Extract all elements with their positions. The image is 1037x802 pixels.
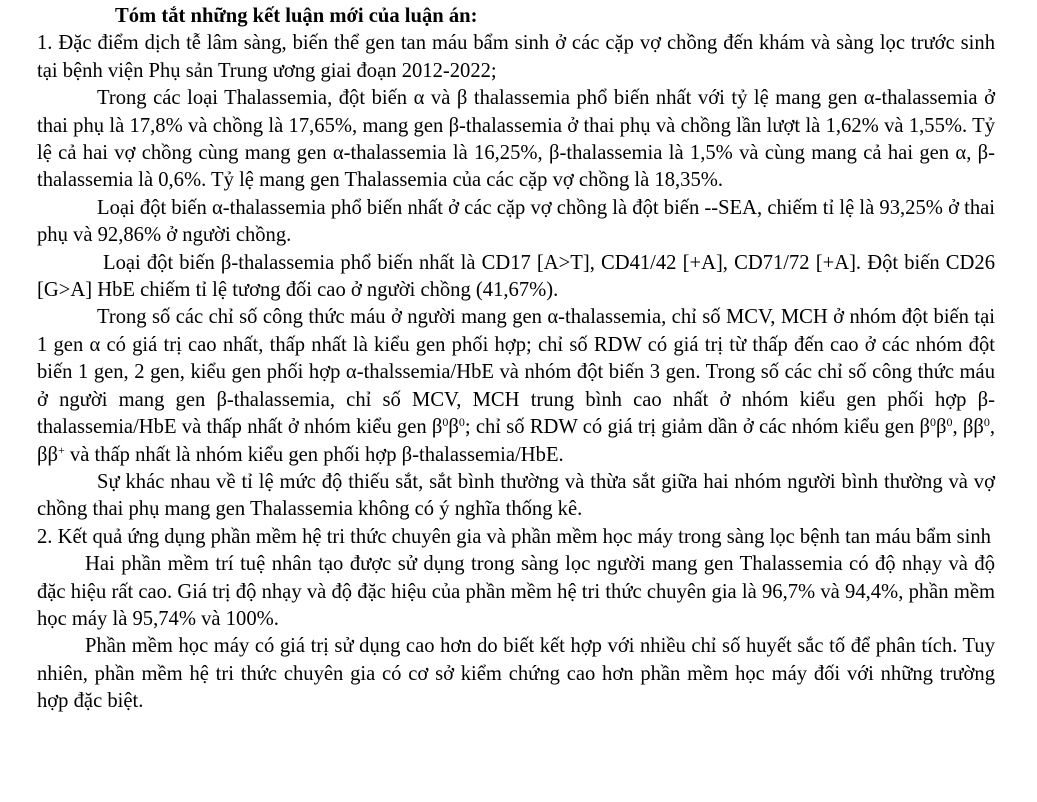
superscript: 0 bbox=[946, 415, 953, 430]
paragraph-alpha-mutation: Loại đột biến α-thalassemia phổ biến nhất ở các cặp vợ chồng là đột biến --SEA, chiếm tỉ lệ là 93,25% ở thai phụ và 92,86% ở người chồng. bbox=[37, 196, 995, 247]
blood-indices-text-a: Trong số các chỉ số công thức máu ở người mang gen α-thalassemia, chỉ số MCV, MCH ở nhóm đột biến tại 1 gen α có giá trị cao nhất, thấp nhất là kiểu gen phối hợp; chỉ số RDW có giá trị từ thấp đến cao ở các nhóm đột biến 1 gen, 2 gen, kiểu gen phối hợp α-thalssemia/HbE và nhóm đột biến 3 gen. Trong số các chỉ số công thức máu ở người mang gen β-thalassemia, chỉ số MCV, MCH trung bình cao nhất ở nhóm kiểu gen phối hợp β-thalassemia/HbE và thấp nhất ở nhóm kiểu gen β bbox=[37, 306, 995, 439]
superscript: 0 bbox=[929, 415, 936, 430]
blood-indices-text-g: và thấp nhất là nhóm kiểu gen phối hợp β-thalassemia/HbE. bbox=[64, 443, 564, 466]
superscript: 0 bbox=[458, 415, 465, 430]
paragraph-beta-mutation: Loại đột biến β-thalassemia phổ biến nhất là CD17 [A>T], CD41/42 [+A], CD71/72 [+A]. Đột biến CD26 [G>A] HbE chiếm tỉ lệ tương đối cao ở người chồng (41,67%). bbox=[37, 251, 995, 302]
blood-indices-text-f: , ββ bbox=[37, 416, 995, 466]
document-title: Tóm tắt những kết luận mới của luận án: bbox=[115, 5, 478, 27]
paragraph-ai-software: Hai phần mềm trí tuệ nhân tạo được sử dụng trong sàng lọc người mang gen Thalassemia có độ nhạy và độ đặc hiệu rất cao. Giá trị độ nhạy và độ đặc hiệu của phần mềm hệ tri thức chuyên gia là 96,7% và 94,4%, phần mềm học máy là 95,74% và 100%. bbox=[37, 553, 995, 630]
paragraph-thalassemia-prevalence: Trong các loại Thalassemia, đột biến α và β thalassemia phổ biến nhất với tỷ lệ mang gen α-thalassemia ở thai phụ là 17,8% và chồng là 17,65%, mang gen β-thalassemia ở thai phụ và chồng lần lượt là 1,62% và 1,55%. Tỷ lệ cả hai vợ chồng cùng mang gen α-thalassemia là 16,25%, β-thalassemia là 1,5% và cùng mang cả hai gen α, β-thalassemia là 0,6%. Tỷ lệ mang gen Thalassemia của các cặp vợ chồng là 18,35%. bbox=[37, 87, 995, 192]
paragraph-iron-status: Sự khác nhau về tỉ lệ mức độ thiếu sắt, sắt bình thường và thừa sắt giữa hai nhóm người bình thường và vợ chồng thai phụ mang gen Thalassemia không có ý nghĩa thống kê. bbox=[37, 470, 995, 521]
section-1-heading: 1. Đặc điểm dịch tễ lâm sàng, biến thể gen tan máu bẩm sinh ở các cặp vợ chồng đến khám và sàng lọc trước sinh tại bệnh viện Phụ sản Trung ương giai đoạn 2012-2022; bbox=[37, 32, 995, 82]
blood-indices-text-d: β bbox=[935, 416, 947, 439]
superscript: 0 bbox=[442, 415, 449, 430]
superscript: 0 bbox=[983, 415, 990, 430]
paragraph-machine-learning: Phần mềm học máy có giá trị sử dụng cao hơn do biết kết hợp với nhiều chỉ số huyết sắc tố để phân tích. Tuy nhiên, phần mềm hệ tri thức chuyên gia có cơ sở kiểm chứng cao hơn phần mềm học máy đối với những trường hợp đặc biệt. bbox=[37, 635, 995, 713]
blood-indices-text-e: , ββ bbox=[952, 416, 984, 439]
paragraph-blood-indices bbox=[37, 304, 995, 468]
superscript: + bbox=[57, 442, 65, 457]
blood-indices-text-c: ; chỉ số RDW có giá trị giảm dần ở các nhóm kiểu gen β bbox=[464, 416, 930, 439]
section-2-heading: 2. Kết quả ứng dụng phần mềm hệ tri thức chuyên gia và phần mềm học máy trong sàng lọc bệnh tan máu bẩm sinh bbox=[37, 525, 991, 548]
blood-indices-text-b: β bbox=[448, 416, 459, 439]
